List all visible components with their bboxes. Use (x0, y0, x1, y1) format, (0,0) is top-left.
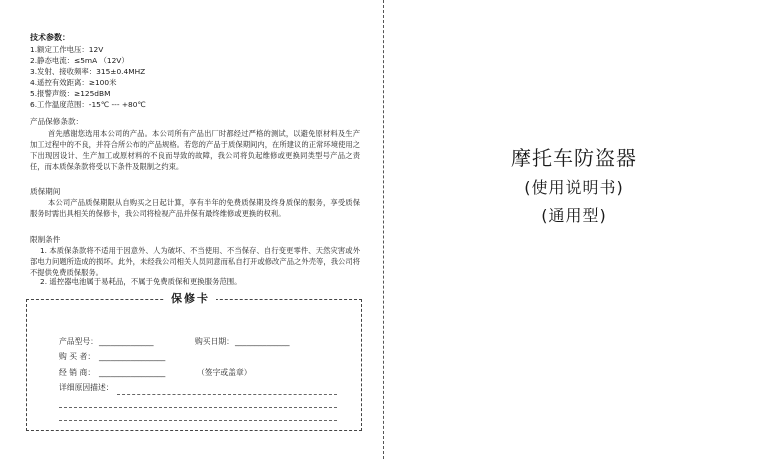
tech-item: 2.静态电流：≤5mA （12V） (30, 56, 129, 65)
dealer-field[interactable]: _________________ (99, 368, 166, 377)
limits-item-1: 1. 本质保条款将不适用于因意外、人为破坏、不当使用、不当保存、自行变更零件、天然灾害或外部电力问题所造成的损坏。此外，未经我公司相关人员同意而私自打开或修改产品之外壳等，我公司将不提供免费质保服务。 (30, 246, 360, 277)
reason-line[interactable] (59, 420, 337, 421)
fold-line (383, 0, 384, 459)
tech-item: 1.额定工作电压：12V (30, 45, 104, 54)
tech-item: 3.发射、接收频率：315±0.4MHZ (30, 67, 146, 76)
warranty-card (26, 292, 362, 431)
buyer-field[interactable]: _________________ (99, 352, 166, 361)
cover-title: 摩托车防盗器 (511, 146, 637, 170)
tech-heading: 技术参数： (30, 33, 70, 42)
purchase-date-field[interactable]: ______________ (235, 337, 290, 346)
tech-item: 4.遥控有效距离：≥100米 (30, 78, 117, 87)
tech-item: 6.工作温度范围：-15℃ --- +80℃ (30, 100, 146, 109)
limits-item-2: 2. 遥控器电池属于易耗品，不属于免费质保和更换服务范围。 (40, 277, 242, 286)
limits-heading: 限制条件 (30, 235, 61, 244)
reason-line[interactable] (59, 407, 337, 408)
tech-item: 5.报警声级：≥125dBM (30, 89, 111, 98)
warranty-terms-heading: 产品保修条款： (30, 117, 84, 126)
warranty-terms-body: 首先感谢您选用本公司的产品。本公司所有产品出厂时都经过严格的测试，以避免原材料及生产加工过程中的不良，并符合所公布的产品规格。若您的产品于质保期间内，在所建议的正常环境使用之下出现因设计、生产加工或原材料的不良而导致的故障，我公司将负起维修或更换同类型号产品之责任，而本质保条款将受以下条件及限制之约束。 (30, 129, 360, 171)
model-field[interactable]: ______________ (99, 337, 154, 346)
warranty-card-title: 保修卡 (165, 292, 216, 306)
reason-line[interactable] (117, 394, 337, 395)
dealer-label: 经 销 商： (59, 368, 96, 377)
purchase-date-label: 购买日期： (195, 337, 234, 346)
buyer-label: 购 买 者： (59, 352, 96, 361)
seal-note: （签字或盖章） (197, 368, 252, 377)
cover-subtitle: (使用说明书) (524, 178, 624, 197)
cover-type: (通用型) (541, 206, 607, 225)
warranty-period-heading: 质保期间 (30, 187, 61, 196)
model-label: 产品型号： (59, 337, 98, 346)
warranty-period-body: 本公司产品质保期限从自购买之日起计算，享有半年的免费质保期及终身质保的服务，享受质保服务时需出具相关的保修卡，我公司将检视产品并保有最终维修或更换的权利。 (30, 198, 360, 218)
reason-label: 详细原因描述： (59, 383, 114, 392)
